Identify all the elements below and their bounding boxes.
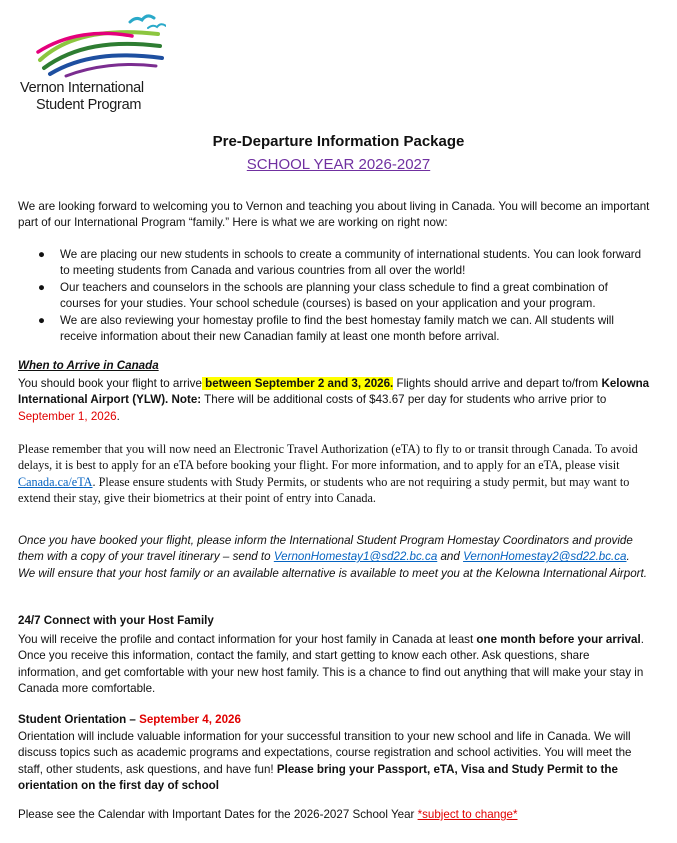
arrival-dates-highlight: between September 2 and 3, 2026.	[201, 377, 394, 390]
logo-line2: Student Program	[36, 97, 142, 113]
orientation-date: September 4, 2026	[139, 713, 241, 726]
orientation-heading: Student Orientation – September 4, 2026	[18, 713, 241, 726]
homestay2-email-link[interactable]: VernonHomestay2@sd22.bc.ca	[463, 550, 627, 564]
intro-paragraph: We are looking forward to welcoming you to Vernon and teaching you about living in Canada. You will become an important part of our International Program “family.” Here is what we are working on right now:	[18, 200, 650, 230]
bullet-icon: ●	[38, 280, 46, 294]
bullet-icon: ●	[38, 313, 46, 327]
connect-heading: 24/7 Connect with your Host Family	[18, 614, 214, 627]
orientation-paragraph: Orientation will include valuable information for your successful transition to your new school and life in Canada. We will discuss topics such as academic programs and expectations, course registration and school activities. You will meet the staff, other students, ask questions, and have fun! Please bring your Passport, eTA, Visa and Study Permit to the orientation on the first day of school	[18, 730, 632, 793]
calendar-paragraph: Please see the Calendar with Important Dates for the 2026-2027 School Year *subject to change*	[18, 808, 518, 821]
list-item: ● Our teachers and counselors in the schools are planning your class schedule to find a great combination of courses for your studies. Your school schedule (courses) is based on your application and your program.	[38, 280, 608, 311]
waves-birds-icon	[36, 14, 166, 78]
subject-to-change-link[interactable]: *subject to change*	[417, 808, 518, 821]
page-subtitle: SCHOOL YEAR 2026-2027	[246, 156, 431, 173]
logo-line1: Vernon International	[20, 80, 144, 96]
homestay1-email-link[interactable]: VernonHomestay1@sd22.bc.ca	[273, 550, 438, 564]
page-title: Pre-Departure Information Package	[212, 133, 465, 150]
status-bullet-list	[18, 247, 650, 345]
booking-paragraph: Once you have booked your flight, please inform the International Student Program Homestay Coordinators and provide them with a copy of your travel itinerary – send to VernonHomestay1@sd22.bc.ca and VernonHomestay2@sd22.bc.ca. We will ensure that your host family or an available alternative is available to meet you at the Kelowna International Airport.	[18, 534, 647, 580]
list-item: ● We are also reviewing your homestay profile to find the best homestay family match we can. All students will receive information about their new Canadian family at least one month before arrival.	[38, 313, 614, 344]
list-item: ● We are placing our new students in schools to create a community of international students. You can look forward to meeting students from Canada and various countries from all over the world!	[38, 248, 642, 278]
bullet-icon: ●	[38, 248, 46, 261]
connect-paragraph: You will receive the profile and contact information for your host family in Canada at least one month before your arrival. Once you receive this information, contact the family, and start getting to know each other. Ask questions, share information, and get comfortable with your new host family. This is a chance to find out anything that will make your stay in Canada more comfortable.	[18, 633, 644, 696]
eta-link[interactable]: Canada.ca/eTA	[18, 474, 93, 489]
arrival-paragraph: You should book your flight to arrive between September 2 and 3, 2026. Flights should arrive and depart to/from Kelowna International Airport (YLW). Note: There will be additional costs of $43.67 per day for students who arrive prior to September 1, 2026.	[18, 377, 650, 423]
arrival-heading: When to Arrive in Canada	[18, 359, 159, 372]
program-logo	[18, 14, 168, 116]
eta-paragraph: Please remember that you will now need an Electronic Travel Authorization (eTA) to fly to or transit through Canada. To avoid delays, it is best to apply for an eTA before booking your flight. For more information, and to apply for an eTA, please visit Canada.ca/eTA. Please ensure students with Study Permits, or students who are not requiring a study permit, but may want to extend their stay, give their biometrics at their point of entry into Canada.	[18, 442, 638, 506]
early-arrival-date: September 1, 2026	[18, 409, 117, 423]
